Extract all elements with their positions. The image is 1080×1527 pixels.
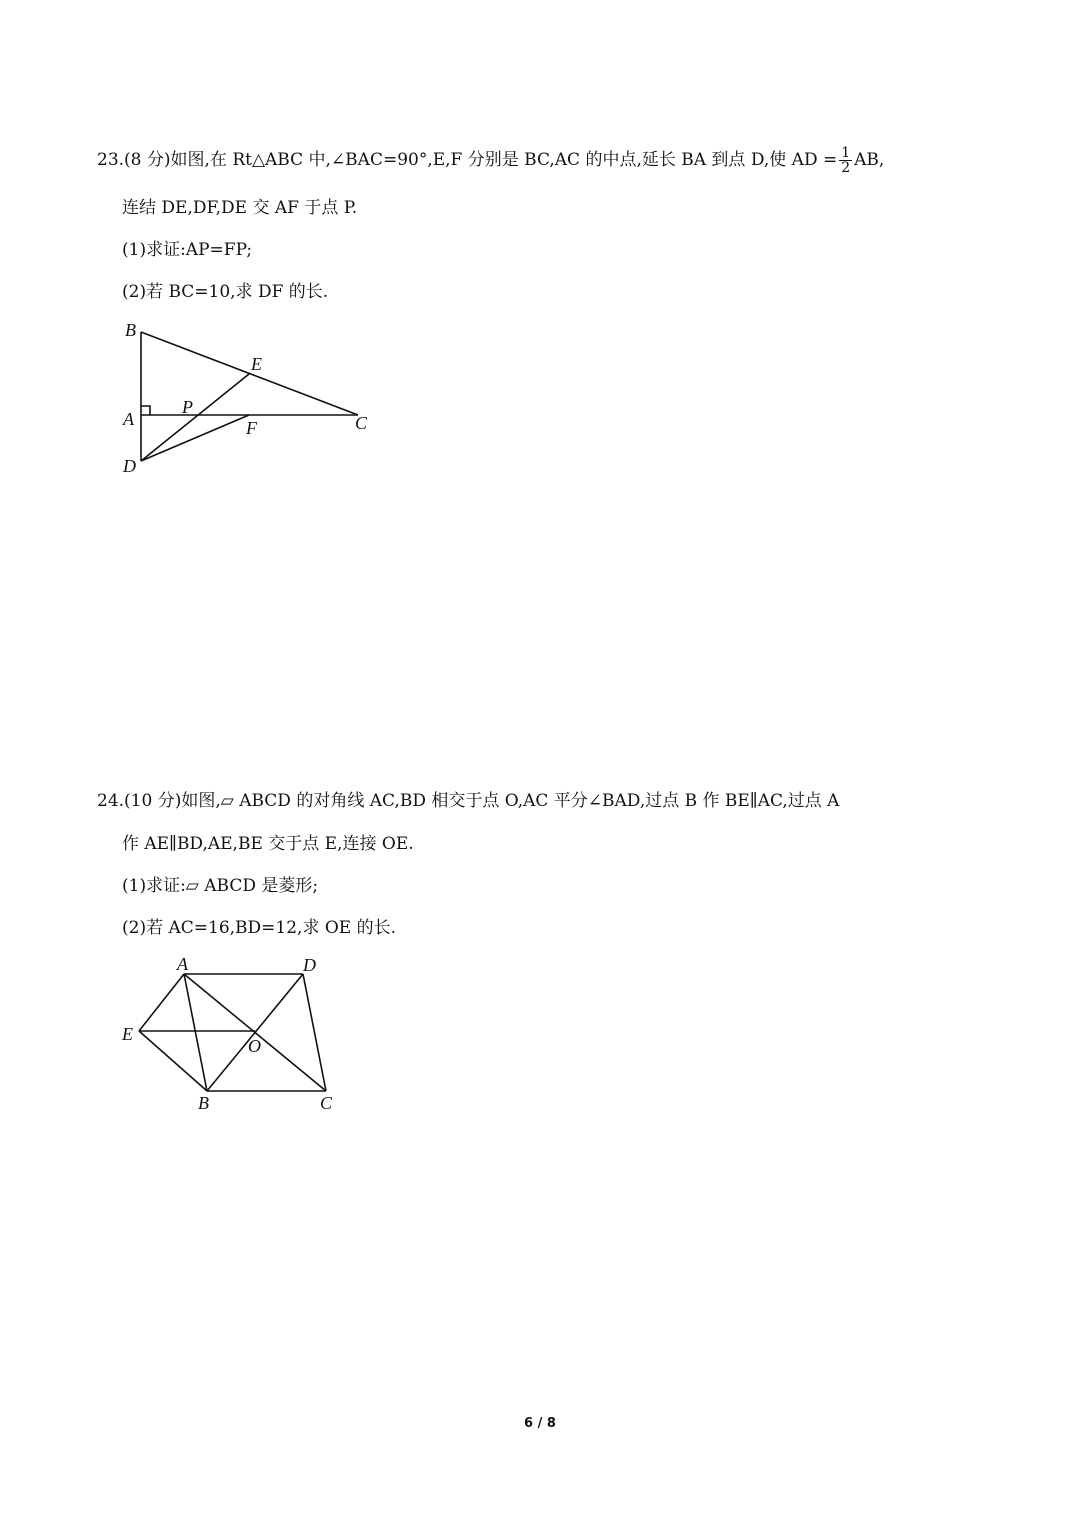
q24-line2: 作 AE∥BD,AE,BE 交于点 E,连接 OE. [122, 834, 414, 854]
q23-frac-den: 2 [841, 160, 851, 176]
q23-label-P: P [182, 397, 193, 417]
q24-label-D: D [303, 955, 316, 975]
q23-line1-suffix: AB, [854, 150, 885, 170]
q23-frac-num: 1 [841, 145, 851, 161]
q24-line1: 24.(10 分)如图,▱ ABCD 的对角线 AC,BD 相交于点 O,AC 平分∠BAD,过点 B 作 BE∥AC,过点 A [97, 791, 840, 811]
q24-label-B: B [198, 1093, 209, 1113]
q24-label-A: A [177, 954, 188, 974]
q24-label-E: E [122, 1024, 133, 1044]
q23-label-F: F [246, 418, 257, 438]
q24-seg-DC [303, 974, 326, 1091]
q23-label-D: D [123, 456, 136, 476]
q24-label-O: O [248, 1036, 261, 1056]
q23-label-B: B [125, 320, 136, 340]
q23-part2: (2)若 BC=10,求 DF 的长. [122, 282, 329, 302]
q23-label-C: C [355, 413, 368, 433]
q24-seg-AE [139, 974, 184, 1031]
q24-label-C: C [320, 1093, 333, 1113]
q24-seg-BD [207, 974, 303, 1091]
q23-part1: (1)求证:AP=FP; [122, 240, 253, 260]
q23-line2: 连结 DE,DF,DE 交 AF 于点 P. [122, 198, 358, 218]
page-number: 6 / 8 [524, 1416, 556, 1431]
q23-label-E: E [251, 354, 262, 374]
q24-part1: (1)求证:▱ ABCD 是菱形; [122, 876, 319, 896]
q23-line1-prefix: 23.(8 分)如图,在 Rt△ABC 中,∠BAC=90°,E,F 分别是 BC,AC 的中点,延长 BA 到点 D,使 AD = [97, 150, 838, 170]
q23-label-A: A [123, 409, 134, 429]
q24-part2: (2)若 AC=16,BD=12,求 OE 的长. [122, 918, 397, 938]
